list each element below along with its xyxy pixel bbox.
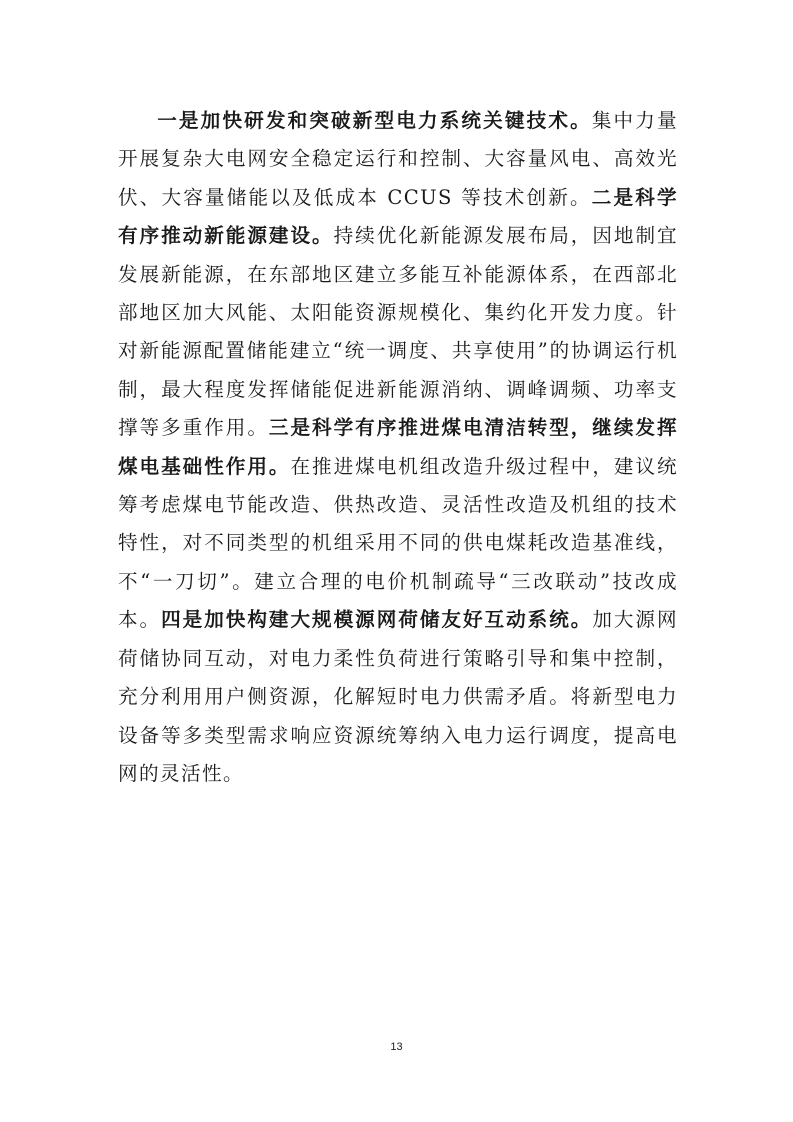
point-one-text: 集中力量开展复杂大电网安全稳定运行和控制、大容量风电、高效光伏、大容量储能以及低成本 CCUS 等技术创新。 xyxy=(118,109,678,209)
body-paragraph xyxy=(118,102,678,793)
point-two-text: 持续优化新能源发展布局，因地制宜发展新能源，在东部地区建立多能互补能源体系，在西部北部地区加大风能、太阳能资源规模化、集约化开发力度。针对新能源配置储能建立“统一调度、共享使用”的协调运行机制，最大程度发挥储能促进新能源消纳、调峰调频、功率支撑等多重作用。 xyxy=(118,224,679,440)
point-one-heading: 一是加快研发和突破新型电力系统关键技术。 xyxy=(157,109,592,132)
point-three-heading: 三是科学有序推进煤电清洁转型，继续发挥煤电基础性作用。 xyxy=(118,416,678,478)
point-four-text: 加大源网荷储协同互动，对电力柔性负荷进行策略引导和集中控制，充分利用用户侧资源，化解短时电力供需矛盾。将新型电力设备等多类型需求响应资源统筹纳入电力运行调度，提高电网的灵活性。 xyxy=(118,608,678,785)
point-two-heading: 二是科学有序推动新能源建设。 xyxy=(118,185,678,248)
point-three-text: 在推进煤电机组改造升级过程中，建议统筹考虑煤电节能改造、供热改造、灵活性改造及机组的技术特性，对不同类型的机组采用不同的供电煤耗改造基准线，不“一刀切”。建立合理的电价机制疏导“三改联动”技改成本。 xyxy=(118,454,678,632)
point-four-heading: 四是加快构建大规模源网荷储友好互动系统。 xyxy=(161,608,593,632)
page-number: 13 xyxy=(390,1041,403,1053)
